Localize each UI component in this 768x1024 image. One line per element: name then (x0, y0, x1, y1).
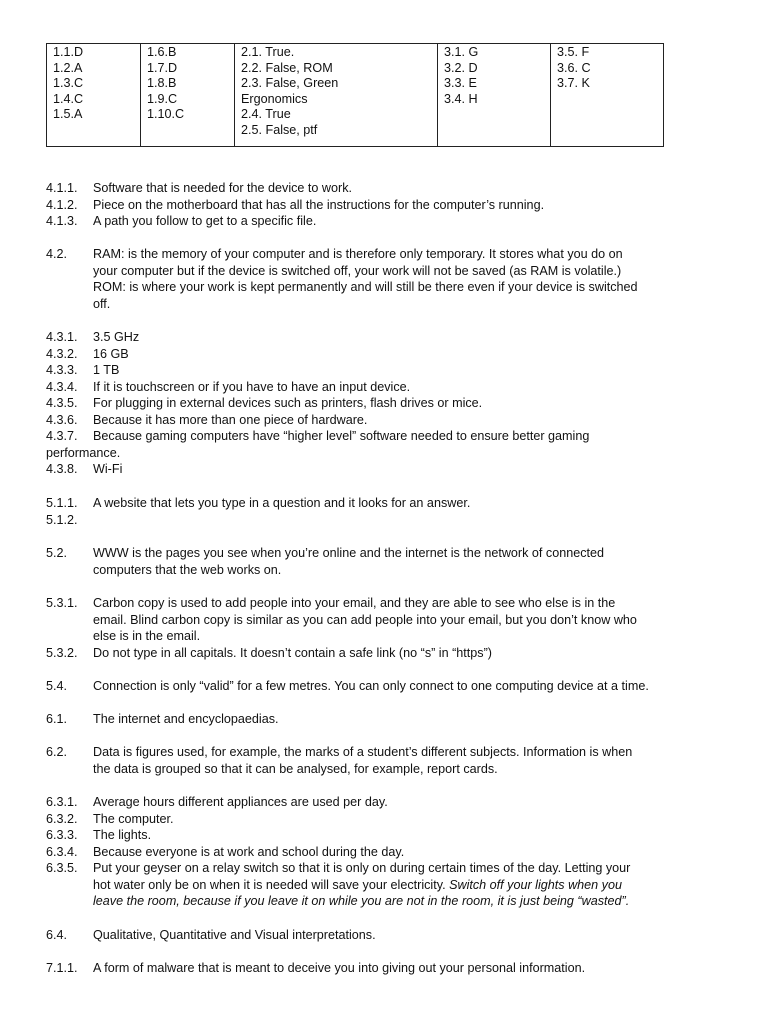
answer-continuation: performance. (46, 445, 121, 460)
answer-text: Piece on the motherboard that has all the instructions for the computer’s running. (93, 197, 545, 212)
answer-number: 4.3.4. (46, 379, 78, 394)
answer-number: 4.3.6. (46, 412, 78, 427)
table-cell-line: 3.4. H (444, 91, 478, 106)
answer-text: 16 GB (93, 346, 129, 361)
answer-text (93, 860, 736, 910)
answer-text: The lights. (93, 828, 152, 842)
answer-number: 4.3.5. (46, 396, 78, 410)
answer-number: 5.2. (46, 546, 68, 560)
table-cell-line: 1.4.C (53, 91, 84, 106)
answer-text: A form of malware that is meant to deceive you into giving out your personal information. (93, 961, 586, 975)
answer-item (46, 860, 736, 910)
answer-line: email. Blind carbon copy is similar as you can add people into your email, but you don’t know who (93, 612, 637, 627)
answer-item (46, 428, 736, 461)
answer-line: your computer but if the device is switched off, your work will not be saved (as RAM is volatile.) (93, 263, 622, 278)
answer-number: 6.2. (46, 745, 68, 759)
answer-group-6-3 (46, 794, 736, 910)
answer-line: WWW is the pages you see when you’re online and the internet is the network of connected (93, 546, 605, 560)
answer-text: The computer. (93, 811, 174, 826)
table-cell-col1 (47, 44, 141, 147)
answer-line-italic: leave the room, because if you leave it on while you are not in the room, it is just being “wasted”. (93, 894, 630, 908)
answer-item (46, 827, 736, 844)
answer-item (46, 346, 736, 363)
table-cell-col2 (141, 44, 235, 147)
answer-number: 6.3.2. (46, 811, 78, 826)
answer-item (46, 461, 736, 478)
answer-text: 3.5 GHz (93, 330, 140, 344)
answer-text: Because everyone is at work and school during the day. (93, 844, 405, 859)
table-cell-line: 1.7.D (147, 60, 178, 75)
answer-item (46, 213, 736, 230)
answer-line (93, 877, 736, 894)
answer-item (46, 512, 736, 529)
table-cell-line: 3.6. C (557, 60, 591, 75)
answer-group-5-1 (46, 495, 736, 528)
answer-item (46, 844, 736, 861)
answer-line-italic: Switch off your lights when you (449, 877, 622, 892)
answer-item (46, 794, 736, 811)
answer-number: 4.1.3. (46, 214, 78, 228)
answer-number: 4.2. (46, 247, 68, 261)
answer-number: 6.3.1. (46, 795, 78, 809)
answer-text (93, 512, 736, 529)
table-cell-line: 1.8.B (147, 76, 177, 91)
answer-line: off. (93, 296, 111, 311)
table-cell-line: 1.3.C (53, 76, 84, 91)
answer-number: 6.3.3. (46, 828, 78, 842)
answer-group-5-3 (46, 595, 736, 661)
answer-number: 5.1.2. (46, 512, 78, 527)
answer-line: RAM: is the memory of your computer and is therefore only temporary. It stores what you do on (93, 247, 623, 261)
answer-item (46, 960, 736, 977)
answer-item (46, 645, 736, 662)
answer-number: 6.3.4. (46, 844, 78, 859)
answer-text: Software that is needed for the device to work. (93, 181, 353, 195)
table-cell-line: 1.10.C (147, 107, 185, 122)
answer-number: 4.1.2. (46, 197, 78, 212)
answer-text (93, 595, 736, 645)
answer-item (46, 678, 736, 695)
answer-line-plain: hot water only be on when it is needed will save your electricity. (93, 877, 446, 892)
answer-text: The internet and encyclopaedias. (93, 712, 279, 726)
answer-line: else is in the email. (93, 629, 201, 643)
answer-item (46, 362, 736, 379)
answer-text: 1 TB (93, 363, 120, 377)
answer-item (46, 927, 736, 944)
table-cell-line: 2.3. False, Green (241, 76, 339, 91)
table-cell-line: 1.1.D (53, 45, 84, 59)
answer-item (46, 744, 736, 777)
answer-line: the data is grouped so that it can be analysed, for example, report cards. (93, 761, 498, 776)
table-cell-line: 1.6.B (147, 45, 177, 59)
answer-item (46, 545, 736, 578)
answer-item (46, 711, 736, 728)
answer-number: 4.3.7. (46, 429, 78, 443)
table-cell-line: 3.7. K (557, 76, 590, 91)
answer-line: Put your geyser on a relay switch so that it is only on during certain times of the day. Letting your (93, 861, 631, 875)
table-cell-line: 3.3. E (444, 76, 477, 91)
answer-text: If it is touchscreen or if you have to have an input device. (93, 379, 411, 394)
table-cell-col3 (235, 44, 438, 147)
answer-number: 5.3.1. (46, 596, 78, 610)
answer-number: 6.1. (46, 712, 68, 726)
answer-item (46, 329, 736, 346)
table-cell-col4 (438, 44, 551, 147)
answer-line: Data is figures used, for example, the marks of a student’s different subjects. Information is when (93, 745, 633, 759)
answer-number: 6.3.5. (46, 861, 78, 875)
answer-text (93, 744, 736, 777)
answer-number: 5.3.2. (46, 645, 78, 660)
answer-group-7-1 (46, 960, 736, 977)
table-cell-line: 3.2. D (444, 60, 478, 75)
answer-group-5-2 (46, 545, 736, 578)
answer-group-4-2 (46, 246, 736, 312)
answer-number: 7.1.1. (46, 961, 78, 975)
answer-group-4-1 (46, 180, 736, 230)
answer-text: A path you follow to get to a specific file. (93, 214, 317, 228)
answer-text: Wi-Fi (93, 462, 123, 476)
answer-group-6-1 (46, 711, 736, 728)
answer-group-6-4 (46, 927, 736, 944)
table-row (47, 44, 664, 147)
answer-line: ROM: is where your work is kept permanently and will still be there even if your device is switched (93, 280, 638, 294)
answer-text: Connection is only “valid” for a few metres. You can only connect to one computing device at a time. (93, 679, 649, 693)
table-cell-line: 3.5. F (557, 45, 590, 59)
answer-number: 4.3.3. (46, 363, 78, 377)
table-cell-line: 2.1. True. (241, 45, 295, 59)
answer-item (46, 811, 736, 828)
table-cell-line: 1.9.C (147, 91, 178, 106)
answer-text (93, 246, 736, 312)
answer-text: Average hours different appliances are used per day. (93, 795, 388, 809)
answer-number: 4.1.1. (46, 181, 78, 195)
answer-item (46, 180, 736, 197)
answer-line: Carbon copy is used to add people into your email, and they are able to see who else is in the (93, 596, 616, 610)
table-cell-line: 2.5. False, ptf (241, 122, 318, 137)
answer-group-6-2 (46, 744, 736, 777)
answer-text: Do not type in all capitals. It doesn’t contain a safe link (no “s” in “https”) (93, 645, 492, 660)
answer-item (46, 379, 736, 396)
answer-item (46, 395, 736, 412)
table-cell-line: 2.4. True (241, 107, 291, 122)
table-cell-line: 3.1. G (444, 45, 479, 59)
answer-line: computers that the web works on. (93, 562, 282, 577)
answer-item (46, 495, 736, 512)
answer-number: 6.4. (46, 928, 68, 942)
answer-text: Because gaming computers have “higher level” software needed to ensure better gaming (93, 429, 590, 443)
answer-text: A website that lets you type in a question and it looks for an answer. (93, 496, 471, 510)
answer-text: For plugging in external devices such as printers, flash drives or mice. (93, 396, 483, 410)
table-cell-line: 1.5.A (53, 107, 83, 122)
answer-group-5-4 (46, 678, 736, 695)
answer-text: Qualitative, Quantitative and Visual interpretations. (93, 928, 376, 942)
answer-item (46, 246, 736, 312)
answer-text (93, 545, 736, 578)
table-cell-line: 1.2.A (53, 60, 83, 75)
answer-number: 5.4. (46, 679, 68, 693)
answer-item (46, 197, 736, 214)
answer-number: 5.1.1. (46, 496, 78, 510)
table-cell-line: Ergonomics (241, 91, 308, 106)
answer-number: 4.3.2. (46, 346, 78, 361)
answer-item (46, 595, 736, 645)
answer-text: Because it has more than one piece of hardware. (93, 412, 368, 427)
table-cell-col5 (551, 44, 664, 147)
answer-group-4-3 (46, 329, 736, 478)
answer-number: 4.3.8. (46, 462, 78, 476)
answer-item (46, 412, 736, 429)
table-cell-line: 2.2. False, ROM (241, 60, 333, 75)
answer-number: 4.3.1. (46, 330, 78, 344)
answer-table (46, 43, 664, 147)
